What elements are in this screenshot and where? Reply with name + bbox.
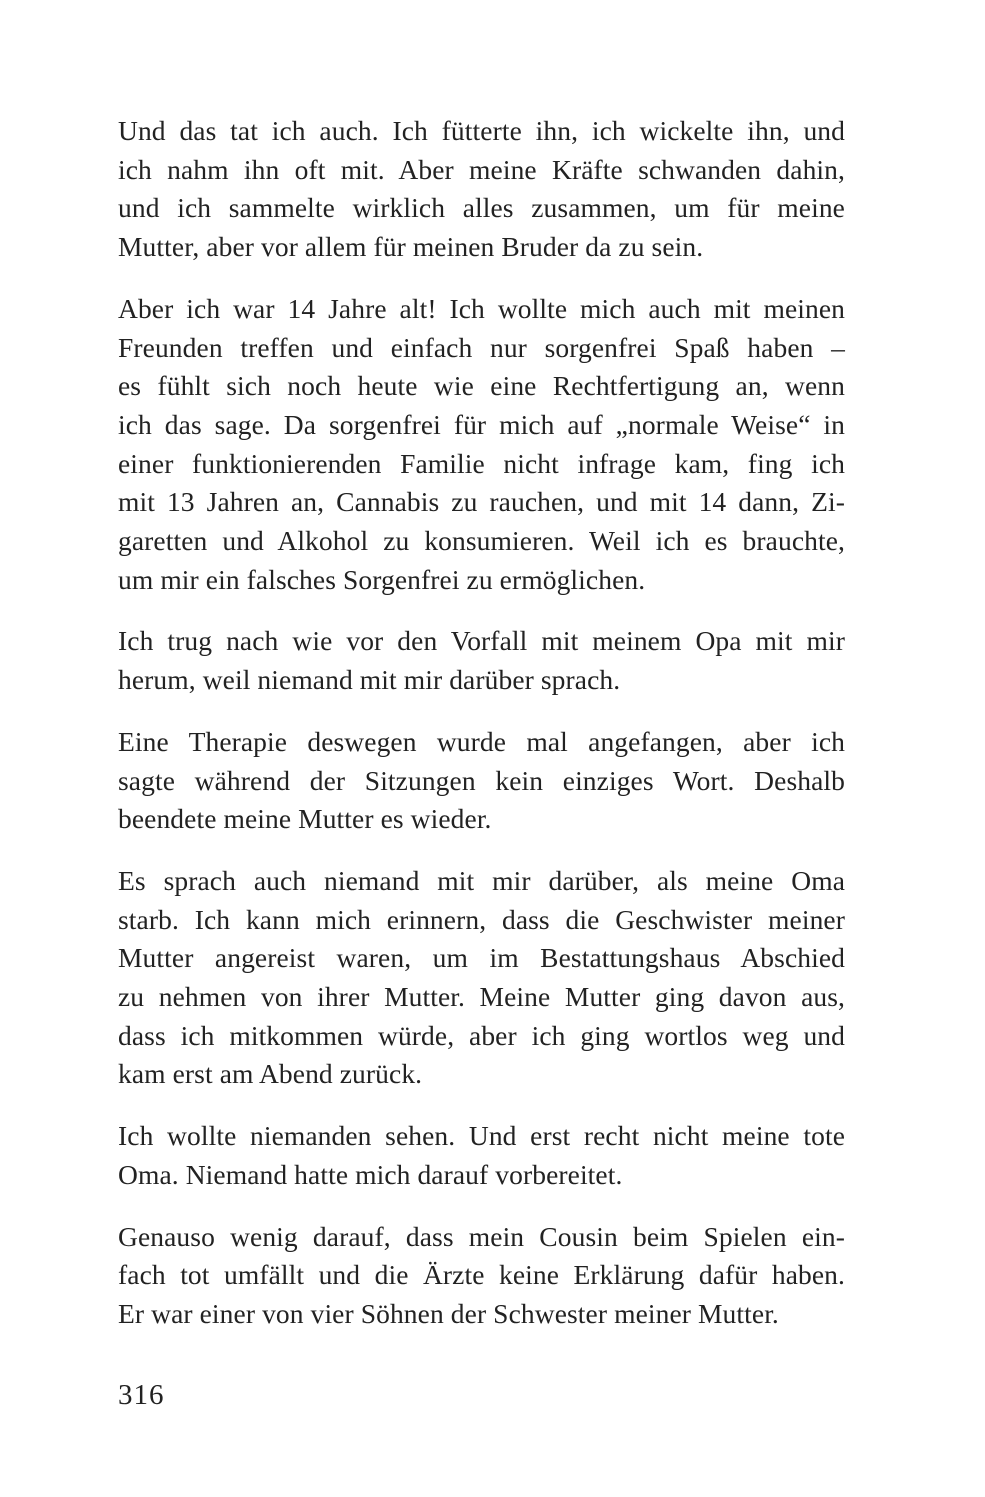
text-line: Oma. Niemand hatte mich darauf vorbereitet. [118, 1158, 623, 1190]
text-line: starb. Ich kann mich erinnern, dass die Geschwister meiner [118, 903, 845, 935]
paragraph [118, 1117, 845, 1194]
text-line: einer funktionierenden Familie nicht infrage kam, fing ich [118, 447, 845, 479]
body-text [118, 112, 845, 1334]
text-line: Eine Therapie deswegen wurde mal angefangen, aber ich [118, 725, 845, 757]
text-line: ich das sage. Da sorgenfrei für mich auf „normale Weise“ in [118, 408, 845, 440]
paragraph [118, 1218, 845, 1334]
text-line: Und das tat ich auch. Ich fütterte ihn, ich wickelte ihn, und [118, 115, 845, 146]
text-line: beendete meine Mutter es wieder. [118, 803, 492, 835]
paragraph [118, 862, 845, 1094]
text-line: Mutter, aber vor allem für meinen Bruder da zu sein. [118, 231, 704, 263]
paragraph [118, 622, 845, 699]
text-line: Er war einer von vier Söhnen der Schwester meiner Mutter. [118, 1297, 779, 1329]
text-line: sagte während der Sitzungen kein einziges Wort. Deshalb [118, 764, 845, 796]
text-line: um mir ein falsches Sorgenfrei zu ermöglichen. [118, 563, 646, 595]
text-line: herum, weil niemand mit mir darüber sprach. [118, 664, 621, 696]
text-line: Ich wollte niemanden sehen. Und erst recht nicht meine tote [118, 1120, 845, 1152]
text-line: und ich sammelte wirklich alles zusammen, um für meine [118, 192, 845, 224]
text-line: Mutter angereist waren, um im Bestattungshaus Abschied [118, 942, 845, 974]
text-line: mit 13 Jahren an, Cannabis zu rauchen, und mit 14 dann, Zi- [118, 486, 845, 518]
text-line: es fühlt sich noch heute wie eine Rechtfertigung an, wenn [118, 370, 845, 402]
text-line: Aber ich war 14 Jahre alt! Ich wollte mich auch mit meinen [118, 292, 845, 324]
text-line: Genauso wenig darauf, dass mein Cousin beim Spielen ein- [118, 1220, 845, 1252]
paragraph [118, 112, 845, 267]
paragraph [118, 290, 845, 600]
paragraph [118, 723, 845, 839]
text-line: Freunden treffen und einfach nur sorgenfrei Spaß haben – [118, 331, 845, 363]
text-line: zu nehmen von ihrer Mutter. Meine Mutter ging davon aus, [118, 981, 845, 1013]
text-line: garetten und Alkohol zu konsumieren. Weil ich es brauchte, [118, 525, 845, 557]
text-line: dass ich mitkommen würde, aber ich ging wortlos weg und [118, 1019, 845, 1051]
text-line: ich nahm ihn oft mit. Aber meine Kräfte schwanden dahin, [118, 153, 845, 185]
text-line: fach tot umfällt und die Ärzte keine Erklärung dafür haben. [118, 1259, 845, 1291]
text-line: Es sprach auch niemand mit mir darüber, als meine Oma [118, 864, 845, 896]
page-number: 316 [118, 1379, 165, 1411]
text-line: kam erst am Abend zurück. [118, 1058, 423, 1090]
text-line: Ich trug nach wie vor den Vorfall mit meinem Opa mit mir [118, 625, 845, 657]
